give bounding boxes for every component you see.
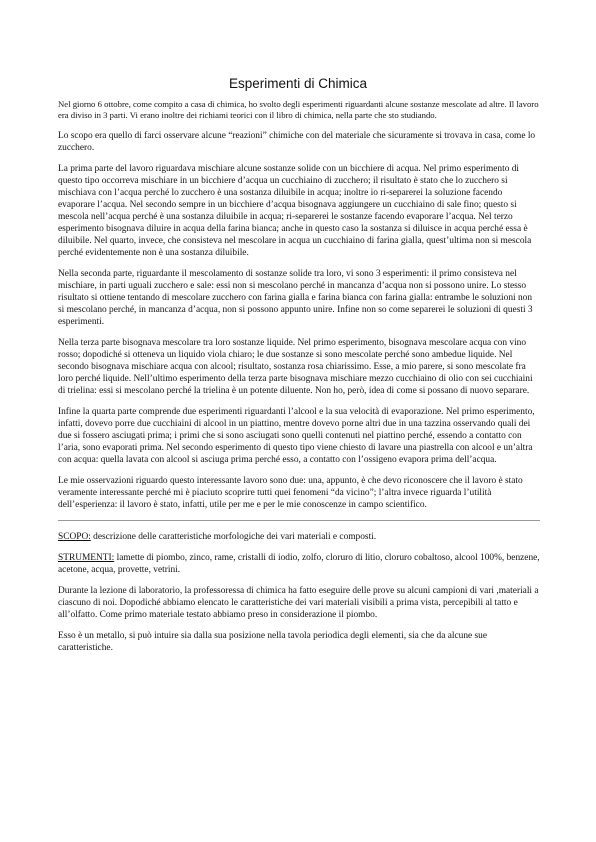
paragraph-quarta-parte: Infine la quarta parte comprende due esperimenti riguardanti l’alcool e la sua velocità di evaporazione. Nel primo esperimento, infatti, dovevo porre due cucchiaini di alcool in un piattino, mentre dovevo porne altri due in una tazzina osservando quali dei due si fossero asciugati prima; i primi che si sono asciugati sono quelli contenuti nel piattino perché, essendo a contatto con l’aria, sono evaporati prima. Nel secondo esperimento di questo tipo viene chiesto di lavare una piastrella con alcool e un’altra con acqua: quella lavata con alcool si asciuga prima perché esso, a contatto con l’ossigeno evapora prima dell’acqua.: [58, 407, 535, 466]
strumenti-text: lamette di piombo, zinco, rame, cristalli di iodio, zolfo, cloruro di litio, cloruro cobaltoso, alcool 100%, benzene, acetone, acqua, provette, vetrini.: [58, 553, 540, 576]
scopo-line: [58, 531, 540, 543]
paragraph-laboratorio: Durante la lezione di laboratorio, la professoressa di chimica ha fatto eseguire delle prove su alcuni campioni di vari ,materiali a ciascuno di noi. Dopodiché abbiamo elencato le caratteristiche dei vari materiali visibili a prima vista, percepibili al tatto e all’olfatto. Come primo materiale testato abbiamo preso in considerazione il piombo.: [58, 586, 539, 621]
paragraph-osservazioni: Le mie osservazioni riguardo questo interessante lavoro sono due: una, appunto, è che devo riconoscere che il lavoro è stato veramente interessante perché mi è piaciuto scoprire tutti quei fenomeni “da vicino”; l’altra invece riguarda l’utilità dell’esperienza: il lavoro è stato, infatti, utile per me e per le mie conoscenze in campo scientifico.: [58, 476, 523, 511]
paragraph-scopo-esperimenti: Lo scopo era quello di farci osservare alcune “reazioni” chimiche con del materiale che sicuramente si trovava in casa, come lo zucchero.: [58, 131, 536, 154]
document-body: [58, 99, 540, 663]
scopo-label: SCOPO:: [58, 532, 91, 543]
section-divider: [58, 520, 540, 521]
page-title: Esperimenti di Chimica: [228, 76, 368, 91]
strumenti-label: STRUMENTI:: [58, 553, 115, 564]
intro-paragraph: Nel giorno 6 ottobre, come compito a casa di chimica, ho svolto degli esperimenti riguardanti alcune sostanze mescolate ad altre. Il lavoro era diviso in 3 parti. Vi erano inoltre dei richiami teorici con il libro di chimica, nella parte che sto studiando.: [58, 99, 539, 120]
paragraph-seconda-parte: Nella seconda parte, riguardante il mescolamento di sostanze solide tra loro, vi sono 3 esperimenti: il primo consisteva nel mischiare, in parti uguali zucchero e sale: essi non si mescolano perché in mancanza d’acqua non si possono unire. Lo stesso risultato si ottiene tentando di mescolare zucchero con farina gialla e farina bianca con farina gialla: entrambe le soluzioni non si mescolano perché, in mancanza d’acqua, non si possono appunto unire. Infine non so come separerei le soluzioni di questi 3 esperimenti.: [58, 269, 533, 328]
paragraph-prima-parte: La prima parte del lavoro riguardava mischiare alcune sostanze solide con un bicchiere di acqua. Nel primo esperimento di questo tipo occorreva mischiare in un bicchiere d’acqua un cucchiaino di zucchero; il risultato è stato che lo zucchero si mischiava con l’acqua perché lo zucchero è una sostanza diluibile in acqua; inoltre io ri-separerei la soluzione facendo evaporare l’acqua. Nel secondo sempre in un bicchiere d’acqua bisognava aggiungere un cucchiaino di sale fino; questo si mescola nell’acqua perché è una sostanza diluibile in acqua; ri-separerei le sostanze facendo evaporare l’acqua. Nel terzo esperimento bisognava diluire in acqua della farina bianca; anche in questo caso la sostanza si diluisce in acqua perché essa è diluibile. Nel quarto, invece, che consisteva nel mescolare in acqua un cucchiaino di farina gialla, quest’ultima non si mescola perché evidentemente non è una sostanza diluibile.: [58, 164, 532, 259]
scopo-text: descrizione delle caratteristiche morfologiche dei vari materiali e composti.: [90, 532, 377, 543]
strumenti-line: [58, 552, 540, 576]
paragraph-terza-parte: Nella terza parte bisognava mescolare tra loro sostanze liquide. Nel primo esperimento, bisognava mescolare acqua con vino rosso; dopodiché si otteneva un liquido viola chiaro; le due sostanze si sono mescolate perché sono ambedue liquide. Nel secondo bisognava mischiare acqua con alcool; risultato, sostanza rosa chiarissimo. Esse, a mio parere, si sono mescolate fra loro perché liquide. Nell’ultimo esperimento della terza parte bisognava mischiare mezzo cucchiaino di olio con sei cucchiaini di trielina: essi si mescolano perché la trielina è un potente diluente. Non ho, però, idea di come si possano di nuovo separare.: [58, 338, 533, 397]
paragraph-piombo: Esso è un metallo, si può intuire sia dalla sua posizione nella tavola periodica degli elementi, sia che da alcune sue caratteristiche.: [58, 631, 488, 654]
